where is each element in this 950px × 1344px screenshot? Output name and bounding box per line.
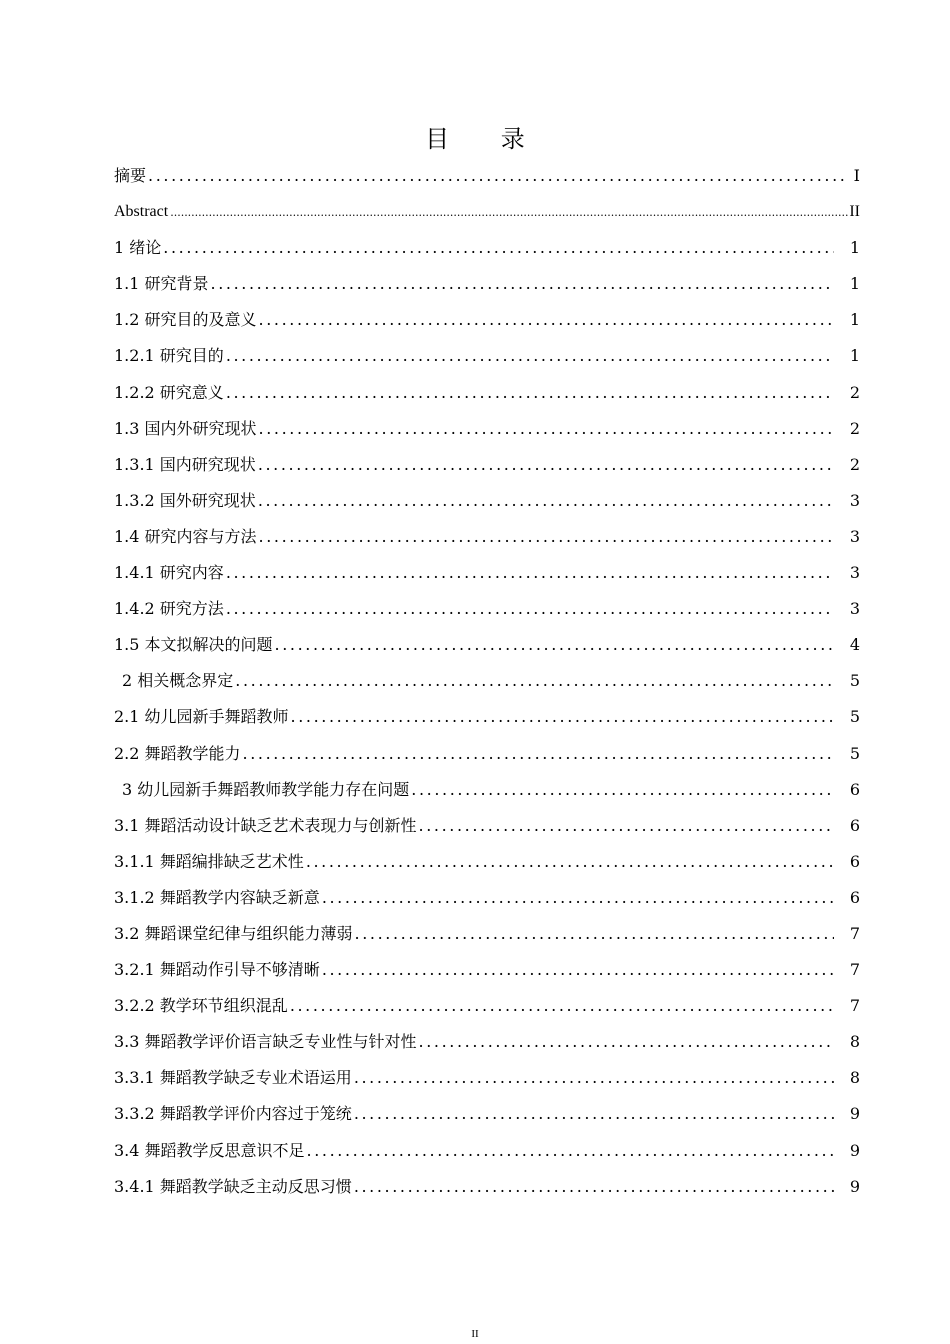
dot-leader — [256, 452, 834, 478]
toc-entry-label: 1.2.2 研究意义 — [114, 382, 224, 402]
toc-entry-page: 2 — [849, 418, 860, 438]
dot-leader — [257, 416, 834, 442]
dot-leader — [224, 560, 834, 586]
toc-entry[interactable] — [114, 993, 860, 1029]
toc-entry-label: 1.3.2 国外研究现状 — [114, 490, 256, 510]
toc-entry-page: 8 — [849, 1032, 860, 1052]
dot-leader — [224, 343, 834, 369]
toc-entry-page: 6 — [849, 779, 860, 799]
toc-entry-label: 摘要 — [114, 166, 147, 185]
toc-entry-label: 1 绪论 — [114, 238, 162, 258]
toc-entry-label: 2.2 舞蹈教学能力 — [114, 743, 241, 763]
toc-entry-label: 3.3 舞蹈教学评价语言缺乏专业性与针对性 — [114, 1032, 417, 1052]
toc-entry-label: 3 幼儿园新手舞蹈教师教学能力存在问题 — [122, 779, 410, 799]
dot-leader — [352, 1065, 834, 1091]
toc-entry-label: 1.2 研究目的及意义 — [114, 310, 257, 330]
dot-leader — [146, 163, 848, 189]
toc-entry-page: 6 — [849, 887, 860, 907]
toc-entry-label: 3.2.1 舞蹈动作引导不够清晰 — [114, 960, 320, 980]
toc-entry[interactable] — [114, 524, 860, 560]
dot-leader — [304, 849, 834, 875]
toc-entry-page: 8 — [849, 1068, 860, 1088]
toc-entry-page: 1 — [849, 274, 860, 294]
toc-entry[interactable] — [114, 777, 860, 813]
toc-entry-page: 6 — [849, 851, 860, 871]
toc-entry[interactable] — [114, 921, 860, 957]
dot-leader — [257, 307, 834, 333]
toc-entry[interactable] — [114, 380, 860, 416]
dot-leader — [161, 235, 834, 261]
toc-entry-label: 1.1 研究背景 — [114, 274, 209, 294]
toc-entry[interactable] — [114, 488, 860, 524]
page-number: II — [471, 1328, 479, 1340]
toc-entry-label: 3.4.1 舞蹈教学缺乏主动反思习惯 — [114, 1176, 352, 1196]
toc-entry-label: 2.1 幼儿园新手舞蹈教师 — [114, 707, 289, 727]
toc-entry-label: 3.2.2 教学环节组织混乱 — [114, 996, 288, 1016]
toc-entry-label: 2 相关概念界定 — [122, 671, 234, 691]
dot-leader — [257, 524, 834, 550]
toc-entry[interactable] — [114, 1065, 860, 1101]
toc-entry[interactable] — [114, 343, 860, 379]
toc-entry-label: 1.4.1 研究内容 — [114, 563, 224, 583]
toc-entry-page: 6 — [849, 815, 860, 835]
toc-entry-page: 2 — [849, 382, 860, 402]
toc-entry-page: 3 — [849, 490, 860, 510]
toc-entry[interactable] — [114, 163, 860, 199]
toc-entry-label: 3.4 舞蹈教学反思意识不足 — [114, 1140, 305, 1160]
toc-entry-page: 5 — [849, 671, 860, 691]
dot-leader — [305, 1138, 834, 1164]
toc-entry[interactable] — [114, 235, 860, 271]
toc-entry-label: 1.3.1 国内研究现状 — [114, 454, 256, 474]
dot-leader — [168, 200, 848, 226]
toc-entry[interactable] — [114, 957, 860, 993]
toc-entry[interactable] — [114, 704, 860, 740]
dot-leader — [320, 957, 834, 983]
toc-entry[interactable] — [114, 560, 860, 596]
table-of-contents — [114, 163, 860, 1210]
toc-entry-label: 1.4.2 研究方法 — [114, 599, 224, 619]
dot-leader — [224, 596, 834, 622]
dot-leader — [233, 668, 834, 694]
toc-entry-label: Abstract — [114, 203, 169, 221]
dot-leader — [417, 813, 834, 839]
toc-entry-page: 9 — [849, 1140, 860, 1160]
dot-leader — [353, 921, 834, 947]
toc-entry-page: 3 — [849, 526, 860, 546]
toc-entry[interactable] — [114, 307, 860, 343]
toc-entry[interactable] — [114, 199, 860, 235]
toc-entry[interactable] — [114, 668, 860, 704]
dot-leader — [320, 885, 834, 911]
toc-entry-label: 3.1 舞蹈活动设计缺乏艺术表现力与创新性 — [114, 815, 417, 835]
toc-entry[interactable] — [114, 1138, 860, 1174]
toc-entry-page: 1 — [849, 346, 860, 366]
toc-entry-page: 5 — [849, 707, 860, 727]
dot-leader — [289, 704, 834, 730]
toc-entry[interactable] — [114, 416, 860, 452]
toc-entry-page: 7 — [849, 996, 860, 1016]
toc-entry-label: 3.3.2 舞蹈教学评价内容过于笼统 — [114, 1104, 352, 1124]
toc-entry-label: 1.4 研究内容与方法 — [114, 526, 257, 546]
toc-entry[interactable] — [114, 596, 860, 632]
toc-entry-label: 1.5 本文拟解决的问题 — [114, 635, 273, 655]
dot-leader — [417, 1029, 834, 1055]
dot-leader — [224, 380, 834, 406]
toc-entry-page: 3 — [849, 599, 860, 619]
toc-entry-page: I — [853, 166, 860, 185]
toc-entry[interactable] — [114, 849, 860, 885]
toc-title: 目 录 — [425, 125, 547, 153]
toc-entry-label: 3.1.1 舞蹈编排缺乏艺术性 — [114, 851, 304, 871]
toc-entry-label: 3.3.1 舞蹈教学缺乏专业术语运用 — [114, 1068, 352, 1088]
dot-leader — [241, 741, 834, 767]
toc-entry[interactable] — [114, 1174, 860, 1210]
toc-entry[interactable] — [114, 741, 860, 777]
toc-entry-page: II — [849, 203, 860, 221]
toc-entry-page: 7 — [849, 960, 860, 980]
dot-leader — [352, 1101, 834, 1127]
toc-entry-label: 3.1.2 舞蹈教学内容缺乏新意 — [114, 887, 320, 907]
dot-leader — [273, 632, 834, 658]
toc-entry[interactable] — [114, 632, 860, 668]
toc-entry[interactable] — [114, 271, 860, 307]
toc-entry-label: 1.3 国内外研究现状 — [114, 418, 257, 438]
toc-entry-page: 1 — [849, 238, 860, 258]
toc-entry[interactable] — [114, 1029, 860, 1065]
dot-leader — [288, 993, 834, 1019]
toc-entry-page: 7 — [849, 923, 860, 943]
toc-entry-page: 4 — [849, 635, 860, 655]
toc-entry-label: 3.2 舞蹈课堂纪律与组织能力薄弱 — [114, 923, 353, 943]
toc-entry-page: 1 — [849, 310, 860, 330]
dot-leader — [352, 1174, 834, 1200]
dot-leader — [209, 271, 834, 297]
toc-entry-page: 9 — [849, 1176, 860, 1196]
toc-entry-page: 9 — [849, 1104, 860, 1124]
dot-leader — [409, 777, 834, 803]
toc-entry-label: 1.2.1 研究目的 — [114, 346, 224, 366]
toc-entry-page: 2 — [849, 454, 860, 474]
toc-entry-page: 5 — [849, 743, 860, 763]
toc-entry[interactable] — [114, 1101, 860, 1137]
toc-entry[interactable] — [114, 885, 860, 921]
toc-entry[interactable] — [114, 813, 860, 849]
dot-leader — [256, 488, 834, 514]
toc-entry[interactable] — [114, 452, 860, 488]
toc-entry-page: 3 — [849, 563, 860, 583]
